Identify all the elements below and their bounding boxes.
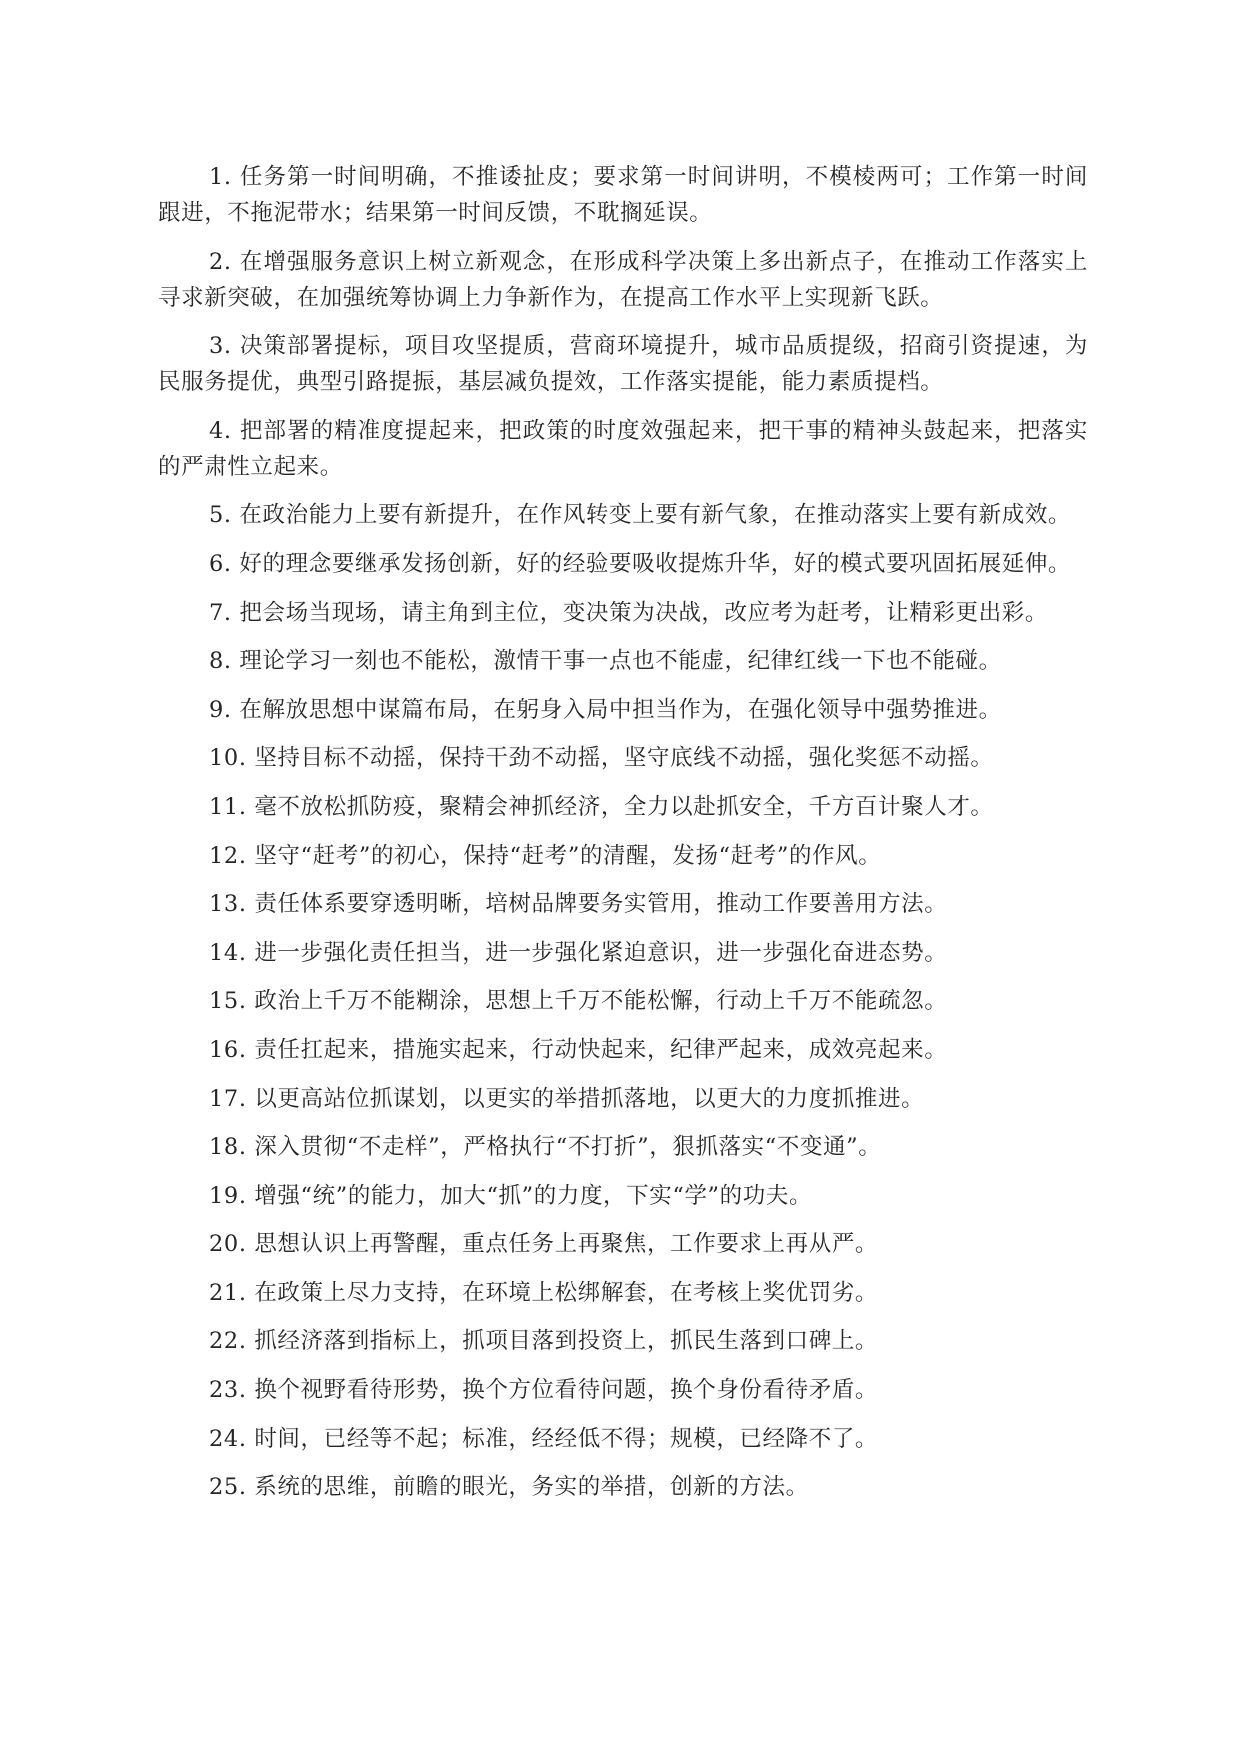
list-item-18: 18. 深入贯彻“不走样”，严格执行“不打折”，狠抓落实“不变通”。 [209, 1134, 882, 1161]
document-body [158, 159, 1088, 1505]
list-item-11: 11. 毫不放松抓防疫，聚精会神抓经济，全力以赴抓安全，千方百计聚人才。 [209, 793, 994, 820]
list-item-12: 12. 坚守“赶考”的初心，保持“赶考”的清醒，发扬“赶考”的作风。 [209, 842, 882, 869]
list-item-4: 4. 把部署的精准度提起来，把政策的时度效强起来，把干事的精神头鼓起来，把落实的严肃性立起来。 [158, 417, 1088, 480]
list-item-17: 17. 以更高站位抓谋划，以更实的举措抓落地，以更大的力度抓推进。 [209, 1085, 925, 1112]
list-item-20: 20. 思想认识上再警醒，重点任务上再聚焦，工作要求上再从严。 [209, 1231, 879, 1258]
list-item-5: 5. 在政治能力上要有新提升，在作风转变上要有新气象，在推动落实上要有新成效。 [209, 502, 1072, 529]
list-item-8: 8. 理论学习一刻也不能松，激情干事一点也不能虚，纪律红线一下也不能碰。 [209, 648, 1002, 675]
list-item-2: 2. 在增强服务意识上树立新观念，在形成科学决策上多出新点子，在推动工作落实上寻求新突破，在加强统筹协调上力争新作为，在提高工作水平上实现新飞跃。 [158, 248, 1088, 311]
list-item-9: 9. 在解放思想中谋篇布局，在躬身入局中担当作为，在强化领导中强势推进。 [209, 696, 1002, 723]
list-item-19: 19. 增强“统”的能力，加大“抓”的力度，下实“学”的功夫。 [209, 1182, 813, 1209]
list-item-15: 15. 政治上千万不能糊涂，思想上千万不能松懈，行动上千万不能疏忽。 [209, 988, 948, 1015]
list-item-24: 24. 时间，已经等不起；标准，经经低不得；规模，已经降不了。 [209, 1425, 879, 1452]
list-item-14: 14. 进一步强化责任担当，进一步强化紧迫意识，进一步强化奋进态势。 [209, 939, 948, 966]
list-item-13: 13. 责任体系要穿透明晰，培树品牌要务实管用，推动工作要善用方法。 [209, 891, 948, 918]
list-item-21: 21. 在政策上尽力支持，在环境上松绑解套，在考核上奖优罚劣。 [209, 1279, 879, 1306]
list-item-23: 23. 换个视野看待形势，换个方位看待问题，换个身份看待矛盾。 [209, 1377, 879, 1404]
list-item-7: 7. 把会场当现场，请主角到主位，变决策为决战，改应考为赶考，让精彩更出彩。 [209, 599, 1048, 626]
list-item-10: 10. 坚持目标不动摇，保持干劲不动摇，坚守底线不动摇，强化奖惩不动摇。 [209, 745, 994, 772]
list-item-6: 6. 好的理念要继承发扬创新，好的经验要吸收提炼升华，好的模式要巩固拓展延伸。 [209, 550, 1072, 577]
list-item-16: 16. 责任扛起来，措施实起来，行动快起来，纪律严起来，成效亮起来。 [209, 1036, 948, 1063]
list-item-25: 25. 系统的思维，前瞻的眼光，务实的举措，创新的方法。 [209, 1474, 809, 1501]
list-item-1: 1. 任务第一时间明确，不推诿扯皮；要求第一时间讲明，不模棱两可；工作第一时间跟进，不拖泥带水；结果第一时间反馈，不耽搁延误。 [158, 164, 1088, 226]
list-item-3: 3. 决策部署提标，项目攻坚提质，营商环境提升，城市品质提级，招商引资提速，为民服务提优，典型引路提振，基层减负提效，工作落实提能，能力素质提档。 [158, 333, 1088, 396]
list-item-22: 22. 抓经济落到指标上，抓项目落到投资上，抓民生落到口碑上。 [209, 1328, 879, 1355]
